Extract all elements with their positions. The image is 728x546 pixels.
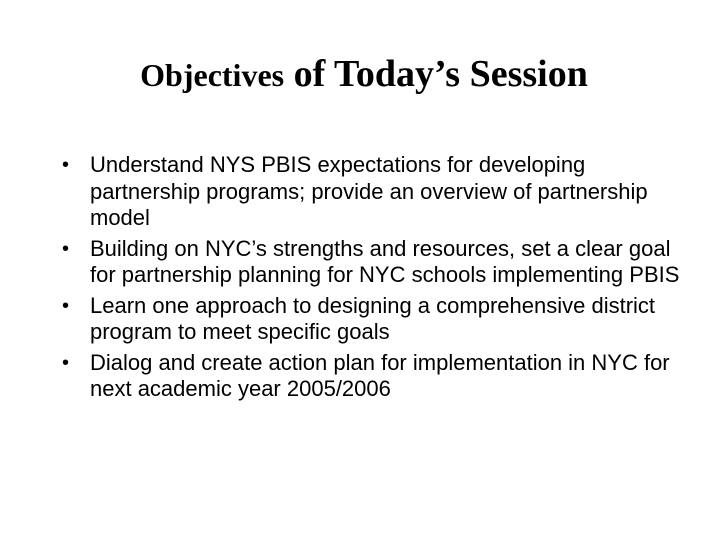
bullet-text: Dialog and create action plan for implementation in NYC for next academic year 2005/2006 bbox=[90, 349, 670, 401]
list-item bbox=[62, 350, 687, 403]
bullet-text: Understand NYS PBIS expectations for developing partnership programs; provide an overview of partnership model bbox=[90, 152, 648, 230]
slide-title-part2: of Today’s Session bbox=[284, 53, 588, 95]
bullet-icon: • bbox=[62, 351, 70, 374]
bullet-icon: • bbox=[62, 154, 70, 176]
bullet-icon: • bbox=[62, 294, 70, 317]
bullet-icon: • bbox=[62, 237, 70, 260]
list-item bbox=[62, 293, 687, 346]
bullet-text: Learn one approach to designing a comprehensive district program to meet specific goals bbox=[90, 292, 656, 344]
objectives-list bbox=[62, 152, 687, 407]
slide-title bbox=[0, 42, 728, 107]
bullet-text: Building on NYC’s strengths and resources, set a clear goal for partnership planning for NYC schools implementing PBIS bbox=[90, 235, 680, 287]
slide-title-part1: Objectives bbox=[140, 57, 285, 93]
list-item bbox=[62, 152, 687, 232]
list-item bbox=[62, 236, 687, 289]
